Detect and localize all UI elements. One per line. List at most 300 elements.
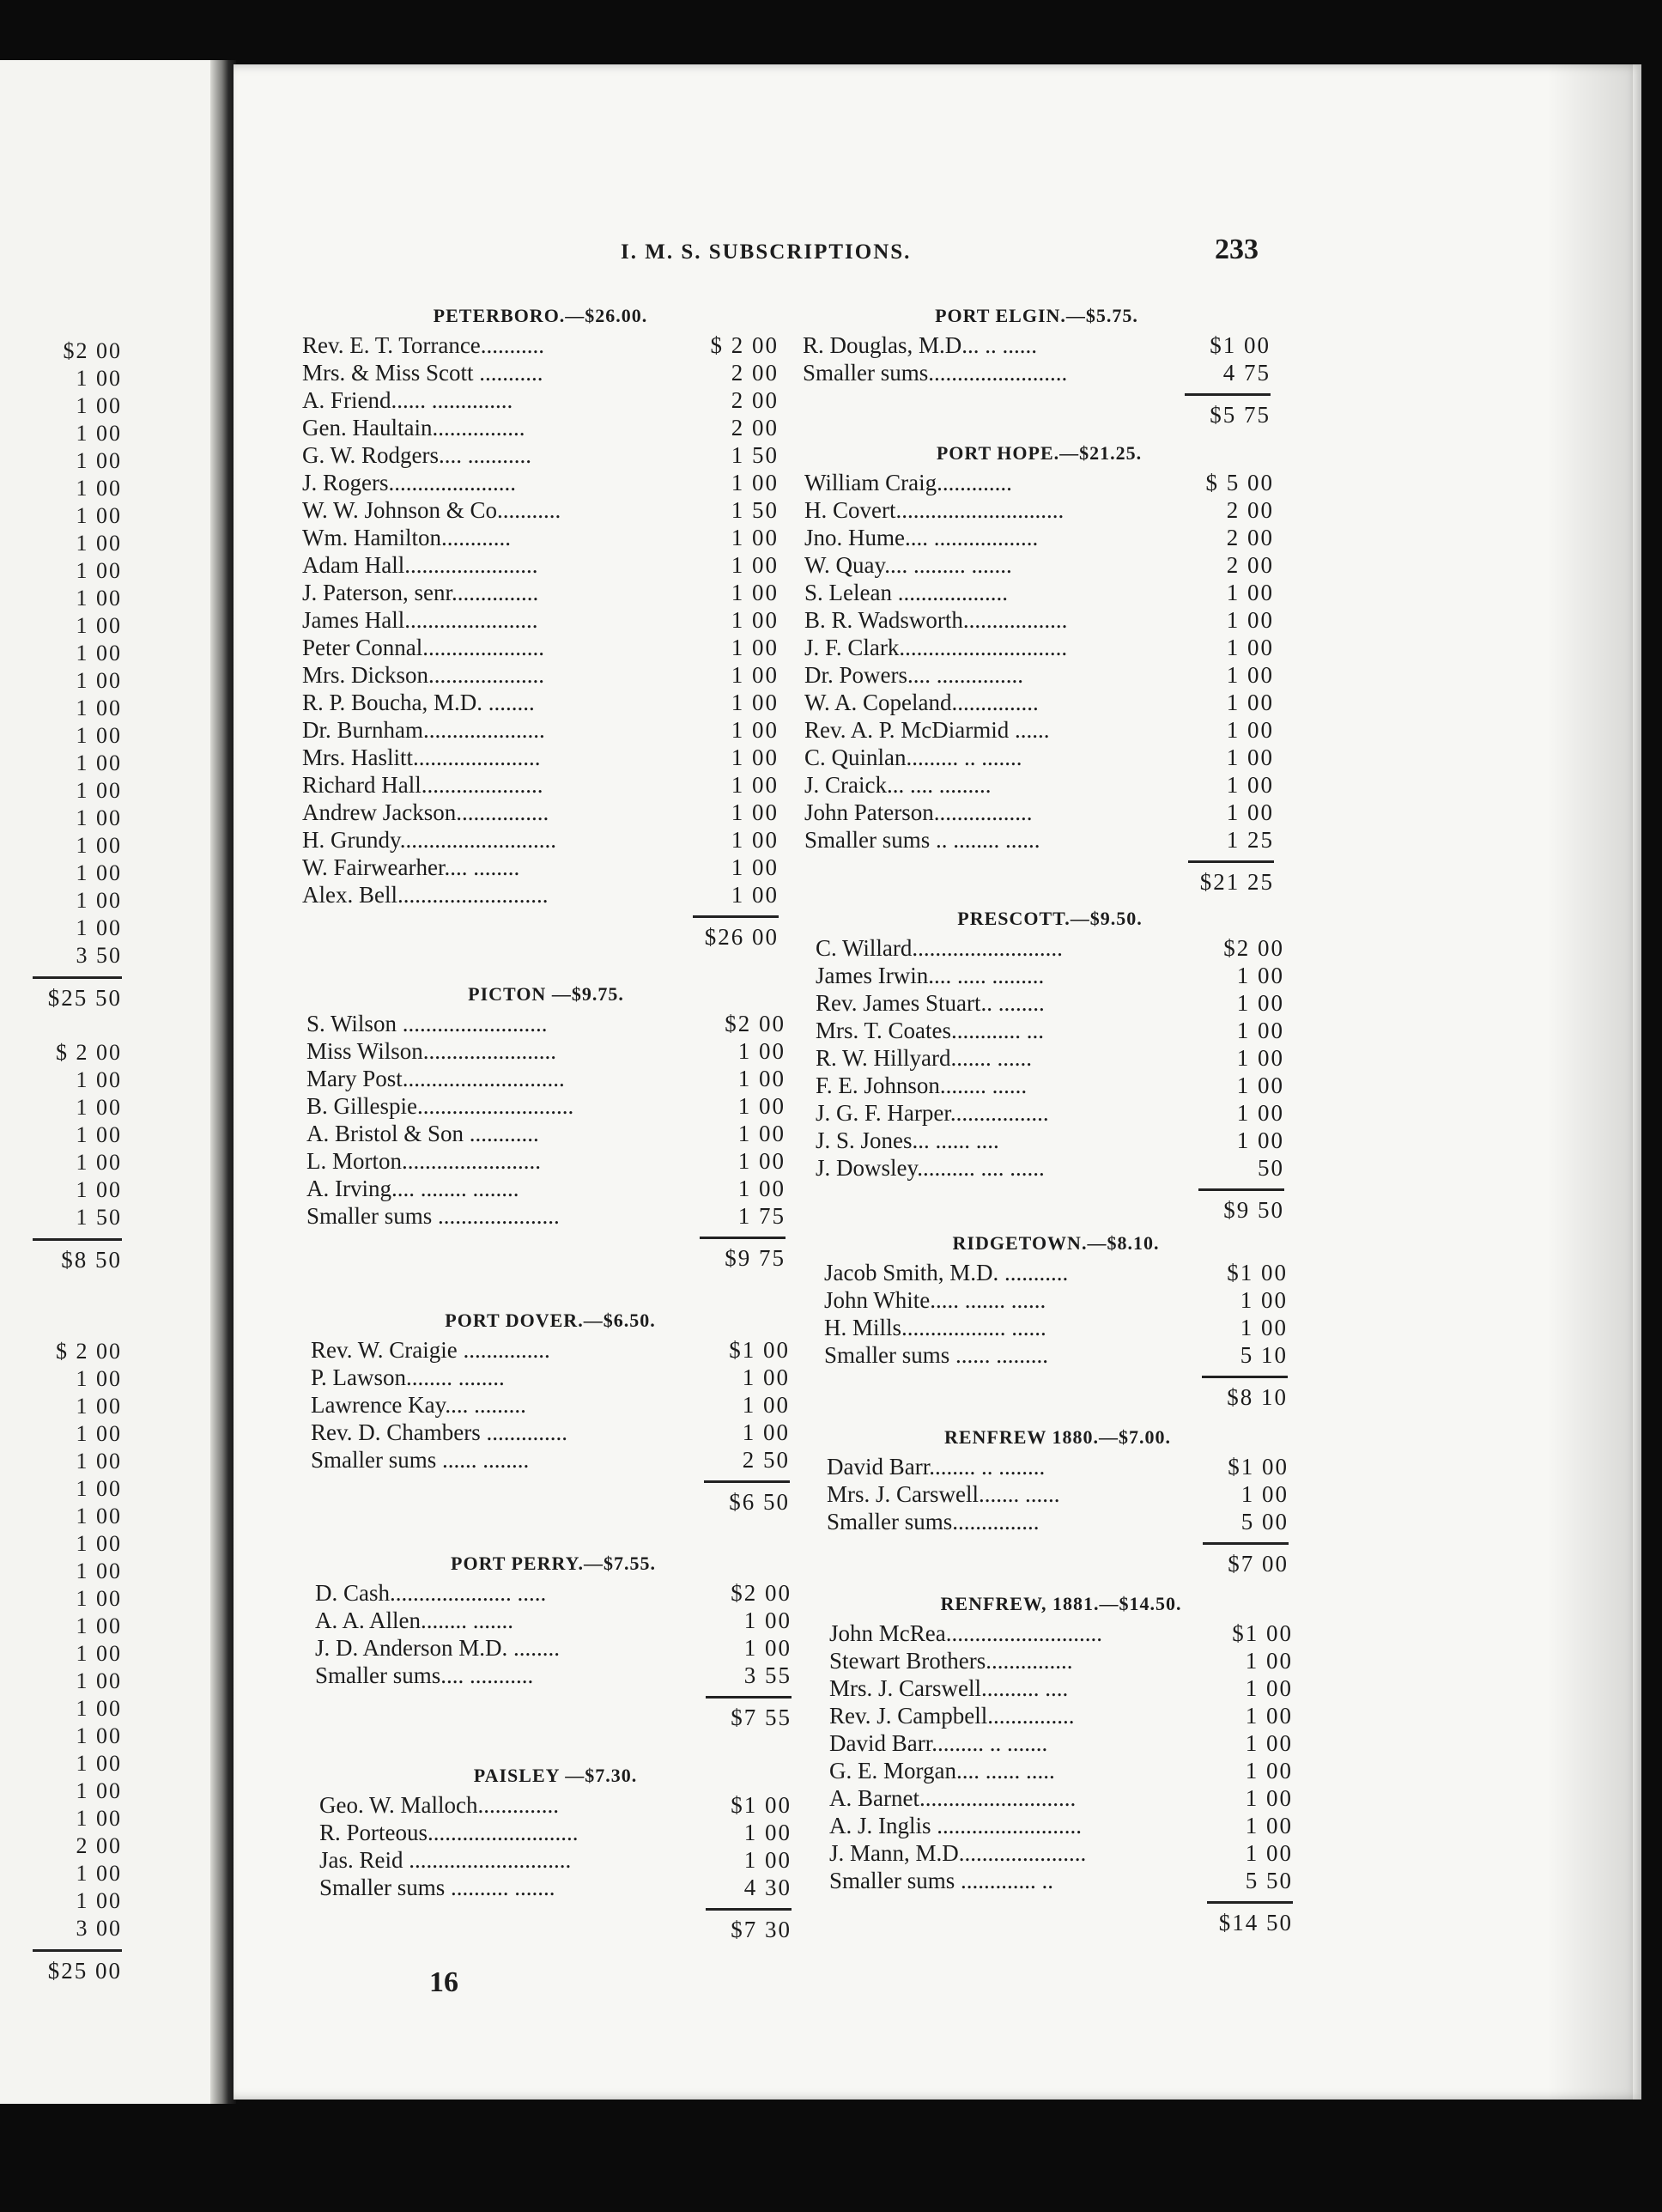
subscriber-name: J. S. Jones... ...... ....: [816, 1127, 999, 1153]
subscription-amount: 2 50: [742, 1447, 790, 1473]
subscriber-name: Smaller sums .. ........ ......: [804, 827, 1040, 853]
left-page-amount: 1 00: [76, 1806, 122, 1831]
subscriber-row: [804, 744, 1274, 771]
subscriber-row: [829, 1839, 1293, 1867]
subscription-amount: 1 00: [1226, 772, 1274, 798]
section-title: PORT ELGIN.—$5.75.: [935, 305, 1138, 326]
subscription-amount: 5 10: [1240, 1342, 1288, 1368]
left-page-amount: 1 00: [76, 558, 122, 583]
subscription-amount: 1 00: [731, 635, 779, 660]
subscriber-name: Alex. Bell..........................: [302, 882, 549, 908]
subscriber-row: [803, 359, 1271, 386]
subscription-amount: 1 00: [743, 1820, 792, 1845]
subscriber-row: [829, 1812, 1293, 1839]
subscriber-name: R. Douglas, M.D... .. ......: [803, 332, 1038, 358]
left-page-amount: $ 2 00: [56, 1040, 122, 1065]
subscriber-row: [302, 634, 779, 661]
subscriber-row: [302, 689, 779, 716]
subscriber-name: Jacob Smith, M.D. ...........: [824, 1260, 1069, 1285]
subscriber-row: [311, 1336, 790, 1364]
subscriber-row: [804, 826, 1274, 854]
subscription-amount: 5 50: [1245, 1868, 1293, 1893]
subscriber-row: [816, 962, 1284, 989]
left-page-amount: 1 00: [76, 476, 122, 501]
subscriber-row: [827, 1480, 1289, 1508]
subscriber-row: [302, 826, 779, 854]
subscriber-name: Geo. W. Malloch..............: [319, 1792, 559, 1818]
subscriber-row: [302, 881, 779, 908]
subscriber-name: Dr. Powers.... ...............: [804, 662, 1023, 688]
subscriber-row: [302, 716, 779, 744]
subscription-amount: 1 75: [737, 1203, 786, 1229]
left-page-amount: $ 2 00: [56, 1339, 122, 1364]
left-page-amount: 2 00: [76, 1833, 122, 1858]
subscription-amount: 1 00: [737, 1148, 786, 1174]
subscription-amount: 2 00: [731, 360, 779, 386]
subscriber-row: [302, 579, 779, 606]
subscriber-row: [315, 1607, 792, 1634]
left-page-amount: 1 00: [76, 613, 122, 638]
subscriber-row: [302, 524, 779, 551]
subscriber-name: Smaller sums ...... ........: [311, 1447, 530, 1473]
subscriber-row: [827, 1508, 1289, 1535]
subscriber-name: Rev. A. P. McDiarmid ......: [804, 717, 1050, 743]
subscriber-row: [804, 606, 1274, 634]
subscription-amount: 1 00: [1245, 1675, 1293, 1701]
subscriber-row: [824, 1286, 1288, 1314]
subscriber-name: C. Quinlan......... .. .......: [804, 744, 1022, 770]
subscriber-name: A. A. Allen........ .......: [315, 1607, 514, 1633]
left-page-amount: 1 00: [76, 750, 122, 775]
subscriber-name: J. F. Clark.............................: [804, 635, 1068, 660]
subscription-amount: 1 00: [1236, 963, 1284, 988]
subscriber-row: [804, 496, 1274, 524]
subscriber-row: [302, 744, 779, 771]
subscriber-row: [829, 1674, 1293, 1702]
subscription-amount: 1 00: [731, 607, 779, 633]
left-page-amount: 1 00: [76, 503, 122, 528]
subscriber-row: [306, 1202, 786, 1230]
left-page-amount: 1 00: [76, 1476, 122, 1501]
subscriber-name: Jno. Hume.... ..................: [804, 525, 1039, 550]
section-title: PORT DOVER.—$6.50.: [445, 1310, 656, 1331]
subscriber-name: John McRea...........................: [829, 1620, 1102, 1646]
left-page-amount: 1 00: [76, 1668, 122, 1693]
subscriber-row: [319, 1846, 792, 1874]
left-page-amount: 1 00: [76, 1122, 122, 1147]
left-page-amount: 1 00: [76, 421, 122, 446]
left-page-amount: 1 00: [76, 366, 122, 391]
subscriber-name: Mrs. J. Carswell.......... ....: [829, 1675, 1069, 1701]
subscriber-name: Smaller sums ............. ..: [829, 1868, 1053, 1893]
section-port-hope: [804, 438, 1274, 901]
left-page-amount: 1 00: [76, 393, 122, 418]
left-page-total: $25 00: [47, 1958, 122, 1984]
subscription-amount: $2 00: [725, 1011, 786, 1036]
left-page-amount: 1 00: [76, 1586, 122, 1611]
left-page-amount: 1 00: [76, 1641, 122, 1666]
subscriber-name: Mary Post............................: [306, 1066, 565, 1091]
subscription-amount: 1 00: [731, 470, 779, 495]
subscription-amount: 1 00: [731, 772, 779, 798]
left-page-amount: 3 50: [76, 943, 122, 968]
left-page-amount: $2 00: [63, 338, 122, 363]
subscription-amount: 1 00: [1245, 1648, 1293, 1674]
left-page-amount: 1 00: [76, 1067, 122, 1092]
subscriber-name: Lawrence Kay.... .........: [311, 1392, 526, 1418]
subscription-amount: 1 00: [742, 1364, 790, 1390]
subscriber-row: [311, 1391, 790, 1419]
subscriber-name: Gen. Haultain................: [302, 415, 525, 441]
subscription-amount: 1 00: [731, 717, 779, 743]
subscription-amount: 1 00: [731, 854, 779, 880]
subscriber-row: [306, 1037, 786, 1065]
section-title: PORT HOPE.—$21.25.: [936, 442, 1143, 464]
subscription-amount: 1 50: [731, 442, 779, 468]
subscription-amount: 1 50: [731, 497, 779, 523]
subscription-amount: 1 00: [1240, 1315, 1288, 1340]
subscription-amount: 1 00: [1236, 1127, 1284, 1153]
subscription-amount: 1 00: [737, 1038, 786, 1064]
left-page-amounts-block-2: [33, 1039, 122, 1279]
page-header-title: I. M. S. SUBSCRIPTIONS.: [621, 240, 912, 264]
page-number: 233: [1215, 234, 1259, 265]
subscriber-row: [827, 1453, 1289, 1480]
section-total: $7 55: [731, 1705, 792, 1730]
subscriber-name: Adam Hall.......................: [302, 552, 538, 578]
subscriber-name: Wm. Hamilton............: [302, 525, 511, 550]
left-page-amount: 1 00: [76, 723, 122, 748]
subscriber-row: [302, 359, 779, 386]
subscriber-row: [829, 1867, 1293, 1894]
subscriber-name: W. Fairwearher.... ........: [302, 854, 520, 880]
subscription-amount: 1 00: [1245, 1785, 1293, 1811]
subscriber-row: [302, 771, 779, 799]
subscriber-row: [302, 496, 779, 524]
subscription-amount: $2 00: [1223, 935, 1284, 961]
left-page-amount: 1 00: [76, 531, 122, 556]
subscriber-name: G. E. Morgan.... ...... .....: [829, 1758, 1055, 1784]
section-total: $14 50: [1218, 1910, 1293, 1936]
left-page-total: $25 50: [47, 985, 122, 1011]
subscriber-name: James Irwin.... ..... .........: [816, 963, 1045, 988]
subscription-amount: 50: [1258, 1155, 1284, 1181]
left-page-amount: 1 00: [76, 1778, 122, 1803]
subscription-amount: 1 00: [1245, 1813, 1293, 1838]
subscriber-name: C. Willard..........................: [816, 935, 1063, 961]
subscriber-name: J. Rogers......................: [302, 470, 516, 495]
subscription-amount: 1 00: [743, 1635, 792, 1661]
subscriber-row: [311, 1446, 790, 1474]
subscription-amount: 1 00: [737, 1121, 786, 1146]
section-title: PAISLEY —$7.30.: [473, 1765, 638, 1786]
subscription-amount: 1 00: [731, 552, 779, 578]
subscription-amount: 2 00: [731, 415, 779, 441]
left-page-amount: 1 00: [76, 1613, 122, 1638]
subscriber-name: A. Bristol & Son ............: [306, 1121, 539, 1146]
subscriber-row: [311, 1364, 790, 1391]
subscriber-row: [302, 469, 779, 496]
subscriber-name: W. A. Copeland...............: [804, 690, 1039, 715]
subscription-amount: 4 30: [743, 1875, 792, 1900]
subscription-amount: 1 00: [737, 1093, 786, 1119]
left-page-amount: 1 00: [76, 1421, 122, 1446]
subscriber-row: [829, 1620, 1293, 1647]
left-page-amount: 1 00: [76, 1723, 122, 1748]
subscriber-name: Miss Wilson.......................: [306, 1038, 556, 1064]
subscriber-name: John Paterson.................: [804, 799, 1033, 825]
subscription-amount: 1 00: [731, 882, 779, 908]
left-page-amount: 3 00: [76, 1916, 122, 1941]
subscription-amount: $1 00: [731, 1792, 792, 1818]
subscriber-row: [804, 799, 1274, 826]
left-page-amounts-block-1: [33, 337, 122, 1017]
subscriber-name: Smaller sums ...... .........: [824, 1342, 1048, 1368]
left-page-amount: 1 00: [76, 1449, 122, 1474]
subscriber-row: [816, 1099, 1284, 1127]
subscriber-name: Peter Connal.....................: [302, 635, 544, 660]
subscription-amount: 1 00: [1226, 799, 1274, 825]
subscriber-row: [306, 1065, 786, 1092]
subscriber-name: Mrs. Dickson....................: [302, 662, 544, 688]
subscriber-row: [319, 1819, 792, 1846]
subscriber-name: Smaller sums...............: [827, 1509, 1040, 1534]
subscriber-row: [306, 1147, 786, 1175]
section-total: $7 30: [731, 1917, 792, 1942]
left-page-amount: 1 00: [76, 668, 122, 693]
section-peterboro: [302, 301, 779, 956]
subscriber-row: [315, 1662, 792, 1689]
subscriber-name: S. Wilson .........................: [306, 1011, 548, 1036]
left-page-amount: 1 00: [76, 586, 122, 611]
subscriber-row: [804, 579, 1274, 606]
section-prescott: [816, 903, 1284, 1229]
subscriber-name: P. Lawson........ ........: [311, 1364, 505, 1390]
subscriber-name: Mrs. & Miss Scott ...........: [302, 360, 543, 386]
left-page-amount: 1 00: [76, 696, 122, 720]
section-total: $26 00: [704, 924, 779, 950]
subscriber-row: [302, 441, 779, 469]
subscriber-row: [311, 1419, 790, 1446]
subscription-amount: 2 00: [731, 387, 779, 413]
left-page-amount: 1 00: [76, 888, 122, 913]
subscriber-row: [319, 1874, 792, 1901]
subscription-amount: 1 00: [731, 690, 779, 715]
subscriber-row: [306, 1120, 786, 1147]
subscriber-name: W. Quay.... ......... .......: [804, 552, 1012, 578]
subscription-amount: 1 00: [742, 1392, 790, 1418]
subscriber-name: R. P. Boucha, M.D. ........: [302, 690, 535, 715]
subscriber-row: [816, 1154, 1284, 1182]
subscriber-name: G. W. Rodgers.... ...........: [302, 442, 532, 468]
subscriber-row: [829, 1647, 1293, 1674]
subscriber-row: [302, 331, 779, 359]
subscriber-row: [829, 1702, 1293, 1729]
subscription-amount: 1 00: [1226, 744, 1274, 770]
subscription-amount: 1 00: [1226, 690, 1274, 715]
subscriber-row: [302, 551, 779, 579]
subscriber-row: [302, 386, 779, 414]
section-title: RENFREW 1880.—$7.00.: [943, 1426, 1172, 1448]
subscriber-name: Smaller sums .......... .......: [319, 1875, 555, 1900]
section-port-dover: [311, 1305, 790, 1521]
subscriber-row: [816, 989, 1284, 1017]
subscriber-row: [804, 469, 1274, 496]
left-page-amount: 1 00: [76, 1177, 122, 1202]
subscriber-name: Rev. James Stuart.. ........: [816, 990, 1045, 1016]
subscription-amount: $1 00: [1227, 1260, 1288, 1285]
subscription-amount: 1 00: [731, 744, 779, 770]
subscriber-name: Mrs. T. Coates............ ...: [816, 1018, 1044, 1043]
subscriber-name: Rev. J. Campbell...............: [829, 1703, 1075, 1729]
subscription-amount: 1 00: [743, 1607, 792, 1633]
subscriber-row: [804, 661, 1274, 689]
subscriber-name: Rev. W. Craigie ...............: [311, 1337, 550, 1363]
subscriber-name: John White..... ....... ......: [824, 1287, 1046, 1313]
subscriber-name: A. J. Inglis .........................: [829, 1813, 1083, 1838]
subscription-amount: 1 00: [737, 1066, 786, 1091]
subscriber-name: Dr. Burnham.....................: [302, 717, 545, 743]
subscription-amount: 1 00: [743, 1847, 792, 1873]
subscription-amount: 1 00: [1240, 1287, 1288, 1313]
subscriber-name: Andrew Jackson................: [302, 799, 549, 825]
subscription-amount: $1 00: [1210, 332, 1271, 358]
subscriber-name: Mrs. Haslitt......................: [302, 744, 541, 770]
subscription-amount: 1 00: [1245, 1703, 1293, 1729]
subscription-amount: 1 00: [1226, 580, 1274, 605]
subscription-amount: $ 2 00: [710, 332, 779, 358]
subscriber-row: [319, 1791, 792, 1819]
subscriber-name: Smaller sums........................: [803, 360, 1068, 386]
section-title: RIDGETOWN.—$8.10.: [952, 1232, 1160, 1254]
subscriber-row: [829, 1729, 1293, 1757]
subscriber-name: F. E. Johnson........ ......: [816, 1073, 1028, 1098]
left-page-amount: 1 00: [76, 860, 122, 885]
left-page-total: $8 50: [61, 1247, 122, 1273]
left-page-amount: 1 00: [76, 1150, 122, 1175]
subscriber-name: Smaller sums .....................: [306, 1203, 560, 1229]
subscriber-row: [306, 1010, 786, 1037]
left-page-amount: 1 50: [76, 1205, 122, 1230]
subscriber-name: Mrs. J. Carswell....... ......: [827, 1481, 1060, 1507]
subscription-amount: 1 00: [1245, 1758, 1293, 1784]
subscriber-row: [804, 634, 1274, 661]
subscriber-name: D. Cash..................... .....: [315, 1580, 547, 1606]
subscription-amount: 4 75: [1222, 360, 1271, 386]
subscriber-name: H. Grundy...........................: [302, 827, 556, 853]
subscription-amount: 1 00: [1226, 662, 1274, 688]
subscriber-row: [804, 771, 1274, 799]
subscriber-row: [816, 934, 1284, 962]
subscription-amount: 1 00: [1240, 1481, 1289, 1507]
subscription-amount: $1 00: [1232, 1620, 1293, 1646]
subscriber-name: David Barr......... .. .......: [829, 1730, 1048, 1756]
subscriber-name: J. Craick... .... .........: [804, 772, 992, 798]
subscriber-name: David Barr........ .. ........: [827, 1454, 1046, 1480]
subscription-amount: 1 00: [1226, 717, 1274, 743]
subscriber-name: R. W. Hillyard....... ......: [816, 1045, 1033, 1071]
left-page-amount: 1 00: [76, 1861, 122, 1886]
subscriber-row: [804, 551, 1274, 579]
left-page-amount: 1 00: [76, 1531, 122, 1556]
subscriber-row: [804, 689, 1274, 716]
subscription-amount: 1 00: [737, 1176, 786, 1201]
subscriber-name: Richard Hall.....................: [302, 772, 543, 798]
left-page-amount: 1 00: [76, 1095, 122, 1120]
signature-mark: 16: [429, 1966, 458, 1998]
section-total: $5 75: [1210, 402, 1271, 428]
subscription-amount: 1 00: [1226, 635, 1274, 660]
subscriber-name: A. Barnet...........................: [829, 1785, 1077, 1811]
section-paisley: [319, 1760, 792, 1948]
subscriber-name: H. Covert.............................: [804, 497, 1065, 523]
subscriber-row: [302, 854, 779, 881]
section-title: PETERBORO.—$26.00.: [433, 305, 648, 326]
subscriber-name: H. Mills.................. ......: [824, 1315, 1046, 1340]
subscription-amount: $ 5 00: [1205, 470, 1274, 495]
subscriber-row: [302, 799, 779, 826]
left-page-amount: 1 00: [76, 1394, 122, 1419]
subscriber-name: W. W. Johnson & Co...........: [302, 497, 561, 523]
subscriber-row: [829, 1784, 1293, 1812]
subscription-amount: 5 00: [1240, 1509, 1289, 1534]
subscription-amount: 1 00: [731, 662, 779, 688]
subscriber-row: [816, 1044, 1284, 1072]
section-port-elgin: [803, 301, 1271, 434]
left-page-amount: 1 00: [76, 778, 122, 803]
subscriber-row: [816, 1127, 1284, 1154]
subscriber-name: L. Morton........................: [306, 1148, 541, 1174]
subscriber-name: B. Gillespie...........................: [306, 1093, 574, 1119]
subscriber-row: [804, 524, 1274, 551]
subscriber-name: Jas. Reid ............................: [319, 1847, 572, 1873]
left-page-amount: 1 00: [76, 805, 122, 830]
subscriber-row: [804, 716, 1274, 744]
subscriber-name: J. G. F. Harper.................: [816, 1100, 1049, 1126]
subscriber-name: Stewart Brothers...............: [829, 1648, 1073, 1674]
subscriber-name: Rev. E. T. Torrance...........: [302, 332, 545, 358]
subscriber-name: J. Dowsley.......... .... ......: [816, 1155, 1045, 1181]
subscription-amount: 1 00: [1236, 1100, 1284, 1126]
page-fold-shadow: [1547, 64, 1633, 2100]
subscription-amount: 3 55: [743, 1662, 792, 1688]
subscription-amount: 1 00: [731, 525, 779, 550]
section-title: RENFREW, 1881.—$14.50.: [940, 1593, 1182, 1614]
subscriber-row: [315, 1579, 792, 1607]
subscriber-name: J. Paterson, senr...............: [302, 580, 539, 605]
subscriber-row: [302, 606, 779, 634]
subscription-amount: 1 00: [1236, 1073, 1284, 1098]
subscriber-name: A. Irving.... ........ ........: [306, 1176, 519, 1201]
section-total: $6 50: [729, 1489, 790, 1515]
subscription-amount: 1 00: [742, 1419, 790, 1445]
subscription-amount: 1 00: [1245, 1730, 1293, 1756]
subscriber-name: A. Friend...... ..............: [302, 387, 513, 413]
subscriber-row: [315, 1634, 792, 1662]
left-page-amount: 1 00: [76, 1751, 122, 1776]
subscriber-name: Smaller sums.... ...........: [315, 1662, 534, 1688]
subscriber-name: R. Porteous..........................: [319, 1820, 579, 1845]
subscription-amount: 2 00: [1226, 525, 1274, 550]
subscription-amount: 2 00: [1226, 552, 1274, 578]
subscriber-row: [306, 1092, 786, 1120]
subscriber-name: William Craig.............: [804, 470, 1012, 495]
section-title: PRESCOTT.—$9.50.: [957, 908, 1143, 929]
section-port-perry: [315, 1548, 792, 1736]
left-page-amount: 1 00: [76, 833, 122, 858]
section-renfrew-1881: [829, 1589, 1293, 1942]
subscriber-row: [302, 661, 779, 689]
